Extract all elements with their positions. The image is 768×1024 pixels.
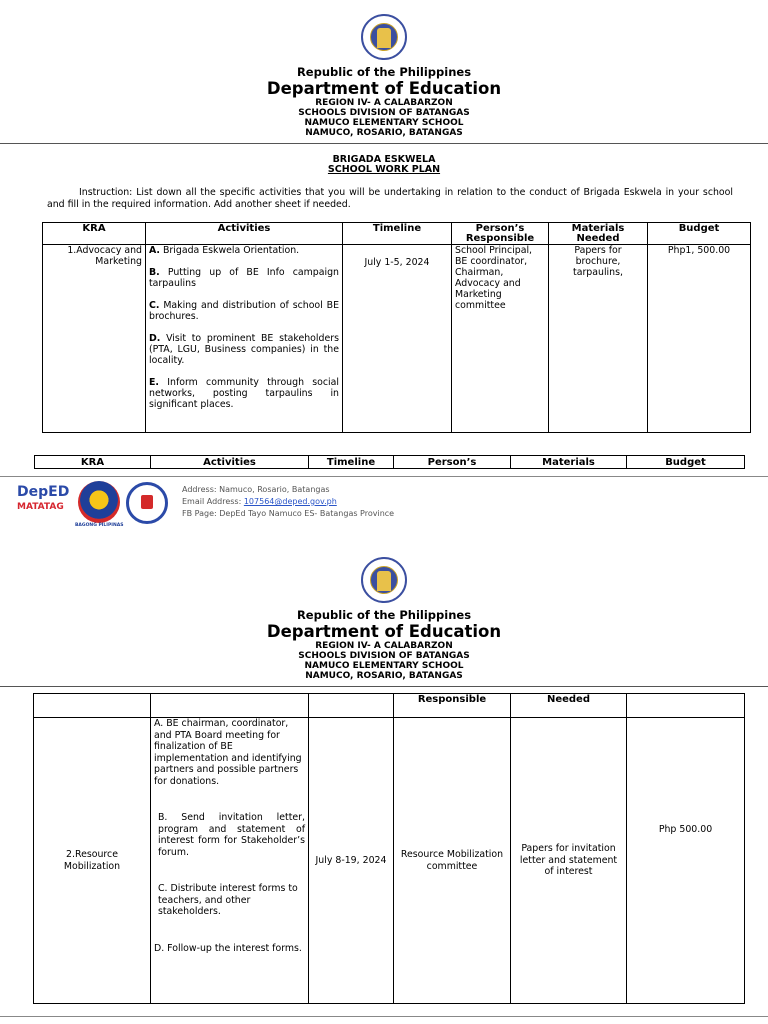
cont-header-person: Person’s (394, 456, 511, 469)
header-divider-2 (0, 686, 768, 687)
header-divider (0, 143, 768, 144)
school-line-2: NAMUCO ELEMENTARY SCHOOL (304, 661, 464, 671)
work-plan-table-1 (42, 222, 751, 433)
work-plan-table-2 (33, 693, 745, 1004)
school-address-line: NAMUCO, ROSARIO, BATANGAS (305, 128, 463, 138)
activity-item: C. Distribute interest forms to teachers, and other stakeholders. (158, 883, 298, 917)
division-line: SCHOOLS DIVISION OF BATANGAS (298, 108, 470, 118)
header-person: Person’s Responsible (452, 223, 549, 245)
blank-header (151, 694, 309, 718)
header-kra: KRA (43, 223, 146, 245)
row2-person: Resource Mobilization committee (394, 718, 511, 1004)
activity-item: B. Putting up of BE Info campaign tarpaulins (149, 267, 339, 289)
activity-item: E. Inform community through social networks, posting tarpaulins in significant places. (149, 377, 340, 410)
footer-address: Address: Namuco, Rosario, Batangas (182, 485, 330, 494)
row1-timeline: July 1-5, 2024 (343, 245, 452, 433)
cont-header-budget: Budget (627, 456, 745, 469)
header-activities: Activities (146, 223, 343, 245)
email-link[interactable]: 107564@deped.gov.ph (243, 497, 337, 506)
cont-header-timeline: Timeline (309, 456, 394, 469)
plan-title: BRIGADA ESKWELA (332, 154, 436, 165)
cont-header-materials: Materials (511, 456, 627, 469)
deped-seal-icon (361, 557, 407, 603)
header-needed: Needed (511, 694, 627, 718)
deped-seal-icon (361, 14, 407, 60)
activity-item: A. Brigada Eskwela Orientation. (149, 245, 300, 256)
footer-email: Email Address: 107564@deped.gov.ph (182, 497, 337, 506)
header-budget: Budget (648, 223, 751, 245)
plan-subtitle: SCHOOL WORK PLAN (327, 164, 441, 175)
cont-header-activities: Activities (151, 456, 309, 469)
deped-logo: DepED MATATAG (17, 484, 70, 512)
row1-budget: Php1, 500.00 (648, 245, 751, 433)
row1-materials: Papers for brochure, tarpaulins, (549, 245, 648, 433)
work-plan-table-cont-header (34, 455, 745, 469)
header-timeline: Timeline (343, 223, 452, 245)
blank-header (627, 694, 745, 718)
header-materials: Materials Needed (549, 223, 648, 245)
division-line-2: SCHOOLS DIVISION OF BATANGAS (298, 651, 470, 661)
row2-kra: 2.Resource Mobilization (34, 718, 151, 1004)
school-address-line-2: NAMUCO, ROSARIO, BATANGAS (305, 671, 463, 681)
school-seal-icon (126, 482, 168, 524)
cont-header-kra: KRA (35, 456, 151, 469)
blank-header (34, 694, 151, 718)
row2-materials: Papers for invitation letter and statement of interest (511, 718, 627, 1004)
activity-item: B. Send invitation letter, program and statement of interest form for Stakeholder’s forum. (158, 812, 305, 858)
bagong-pilipinas-text: BAGONG PILIPINAS (75, 523, 124, 528)
row1-activities (146, 245, 343, 433)
region-line: REGION IV- A CALABARZON (315, 98, 453, 108)
bagong-pilipinas-icon (78, 481, 120, 523)
footer-divider-2 (0, 1016, 768, 1017)
footer-fb: FB Page: DepEd Tayo Namuco ES- Batangas Province (182, 509, 395, 518)
school-line: NAMUCO ELEMENTARY SCHOOL (304, 118, 464, 128)
row2-budget: Php 500.00 (627, 718, 745, 1004)
activity-item: A. BE chairman, coordinator, and PTA Board meeting for finalization of BE implementation and identifying partners and possible partners for donations. (154, 718, 302, 787)
row1-kra: 1.Advocacy and Marketing (43, 245, 146, 433)
department-heading-2: Department of Education (266, 622, 502, 641)
instruction-text: Instruction: List down all the specific activities that you will be undertaking in relation to the conduct of Brigada Eskwela in your school and fill in the required information. Add another sheet if needed. (47, 187, 733, 210)
activity-item: D. Visit to prominent BE stakeholders (PTA, LGU, Business companies) in the locality. (149, 333, 339, 366)
activity-item: C. Making and distribution of school BE brochures. (149, 300, 340, 322)
republic-heading: Republic of the Philippines (296, 65, 472, 79)
blank-header (309, 694, 394, 718)
department-heading: Department of Education (266, 79, 502, 98)
activity-item: D. Follow-up the interest forms. (154, 942, 302, 954)
republic-heading-2: Republic of the Philippines (296, 608, 472, 622)
footer-contact (182, 484, 394, 520)
header-responsible: Responsible (394, 694, 511, 718)
row1-person: School Principal, BE coordinator, Chairman, Advocacy and Marketing committee (452, 245, 549, 433)
region-line-2: REGION IV- A CALABARZON (315, 641, 453, 651)
row2-activities (151, 718, 309, 1004)
row2-timeline: July 8-19, 2024 (309, 718, 394, 1004)
footer-divider (0, 476, 768, 477)
